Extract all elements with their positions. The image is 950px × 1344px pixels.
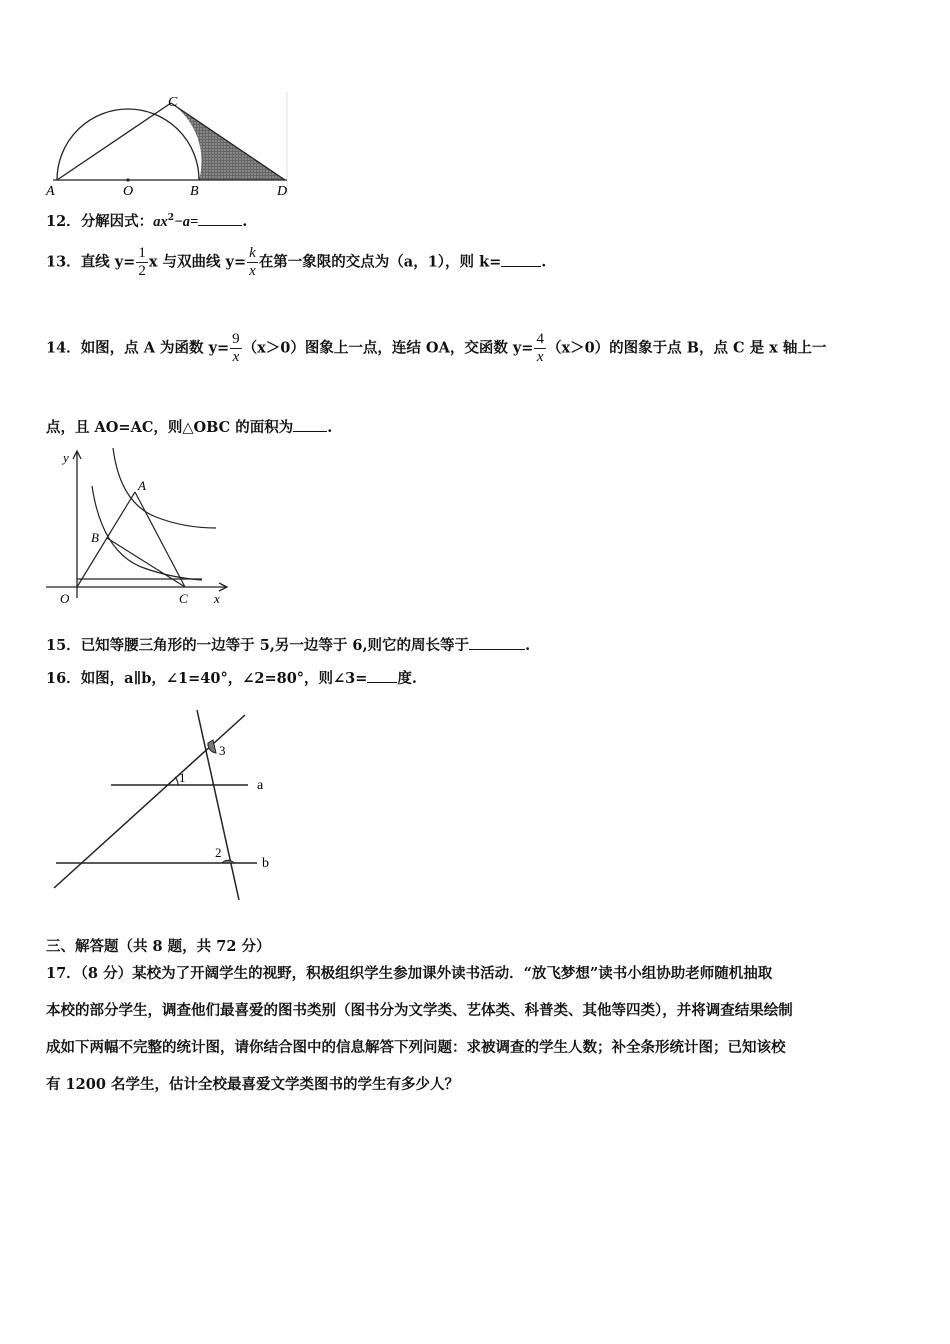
label-2: 2	[215, 845, 222, 860]
q14-frac1-den: x	[230, 348, 242, 366]
q15-text: 已知等腰三角形的一边等于 5,另一边等于 6,则它的周长等于	[80, 637, 470, 654]
label-a: a	[257, 778, 264, 793]
q13-suffix: .	[541, 253, 547, 271]
q12-prefix: 分解因式：	[80, 213, 154, 230]
question-17-line3	[46, 1036, 786, 1057]
section-3-title-text: 三、解答题（共 8 题，共 72 分）	[46, 938, 271, 955]
figure-hyperbolas	[44, 448, 234, 608]
question-17-line1	[46, 962, 772, 983]
question-14	[46, 331, 826, 366]
label-O: O	[123, 184, 134, 198]
q13-part3: 在第一象限的交点为（a，1），则 k=	[258, 253, 502, 271]
q14-answer-blank[interactable]	[293, 431, 327, 432]
q13-frac2-num: k	[249, 245, 256, 261]
q17-line3: 成如下两幅不完整的统计图，请你结合图中的信息解答下列问题：求被调查的学生人数；补全条形统计图；已知该校	[46, 1039, 786, 1056]
q13-answer-blank[interactable]	[501, 266, 541, 267]
figure-semicircle	[44, 92, 294, 198]
q16-answer-blank[interactable]	[367, 682, 397, 683]
label-b: b	[262, 856, 269, 871]
q13-part1: 直线 y=	[80, 253, 136, 271]
label-C: C	[168, 95, 178, 110]
question-13	[46, 245, 546, 280]
hyperbola-4-over-x	[92, 486, 202, 580]
question-17-line4	[46, 1073, 459, 1094]
segment-oa	[77, 492, 135, 587]
section-3-title	[46, 935, 270, 956]
angle-2-arc	[222, 860, 234, 863]
question-17-line2	[46, 999, 793, 1020]
q13-frac1-den: 2	[138, 263, 146, 279]
q14-part2: （x＞0）图象上一点，连结 OA，交函数 y=	[242, 339, 534, 357]
segment-bc	[107, 538, 185, 587]
q13-part2: x 与双曲线 y=	[148, 253, 247, 271]
figure-parallel-lines	[50, 705, 290, 905]
semicircle-arc	[57, 109, 199, 180]
question-15	[46, 634, 530, 655]
label-C: C	[179, 591, 188, 606]
q15-answer-blank[interactable]	[469, 649, 525, 650]
label-B: B	[91, 530, 99, 545]
q14-part3: （x＞0）的图象于点 B，点 C 是 x 轴上一	[546, 339, 827, 357]
q14-fraction-1	[230, 331, 242, 366]
question-16	[46, 667, 417, 688]
transversal-1	[54, 715, 245, 888]
q15-number: 15．	[46, 637, 81, 654]
q12-expr-a: ax	[153, 214, 168, 230]
q12-expr-sup: 2	[167, 213, 174, 224]
q14-frac2-num: 4	[536, 331, 544, 347]
q13-fraction-2	[247, 245, 258, 280]
angle-1-arc	[175, 777, 178, 785]
q14-frac1-num: 9	[232, 331, 240, 347]
q14-line2: 点，且 AO=AC，则△OBC 的面积为	[46, 419, 294, 436]
q12-suffix: .	[242, 213, 248, 230]
q13-fraction-1	[136, 245, 148, 280]
q16-suffix: 度.	[397, 670, 417, 687]
label-x: x	[214, 591, 220, 606]
question-14-line2	[46, 416, 332, 437]
label-y: y	[63, 450, 69, 465]
label-1: 1	[179, 770, 186, 785]
q14-suffix: .	[327, 419, 333, 436]
hyperbola-9-over-x	[113, 448, 216, 528]
q13-frac2-den: x	[249, 263, 256, 279]
question-12	[46, 210, 247, 231]
center-o	[126, 178, 129, 181]
q14-frac2-den: x	[534, 348, 546, 366]
q16-text: 如图，a∥b，∠1=40°，∠2=80°，则∠3=	[80, 670, 368, 687]
label-A: A	[138, 478, 146, 493]
label-O: O	[60, 591, 70, 606]
q13-number: 13．	[46, 253, 81, 271]
q14-number: 14．	[46, 339, 81, 357]
label-B: B	[190, 184, 199, 198]
chord-ac	[57, 103, 171, 180]
q14-part1: 如图，点 A 为函数 y=	[80, 339, 230, 357]
q17-line2: 本校的部分学生，调查他们最喜爱的图书类别（图书分为文学类、艺体类、科普类、其他等四类），并将调查结果绘制	[46, 1002, 793, 1019]
q15-suffix: .	[525, 637, 531, 654]
label-D: D	[277, 184, 288, 198]
q12-answer-blank[interactable]	[198, 225, 242, 226]
label-3: 3	[219, 743, 226, 758]
label-A: A	[46, 184, 55, 198]
q12-number: 12．	[46, 213, 81, 230]
q17-line4: 有 1200 名学生，估计全校最喜爱文学类图书的学生有多少人？	[46, 1076, 459, 1093]
q12-expr-rest: −a=	[173, 214, 199, 230]
q17-line1: 17．（8 分）某校为了开阔学生的视野，积极组织学生参加课外读书活动．“放飞梦想”读书小组协助老师随机抽取	[46, 965, 773, 982]
q13-frac1-num: 1	[138, 245, 146, 261]
q16-number: 16．	[46, 670, 81, 687]
q14-fraction-2	[534, 331, 546, 366]
